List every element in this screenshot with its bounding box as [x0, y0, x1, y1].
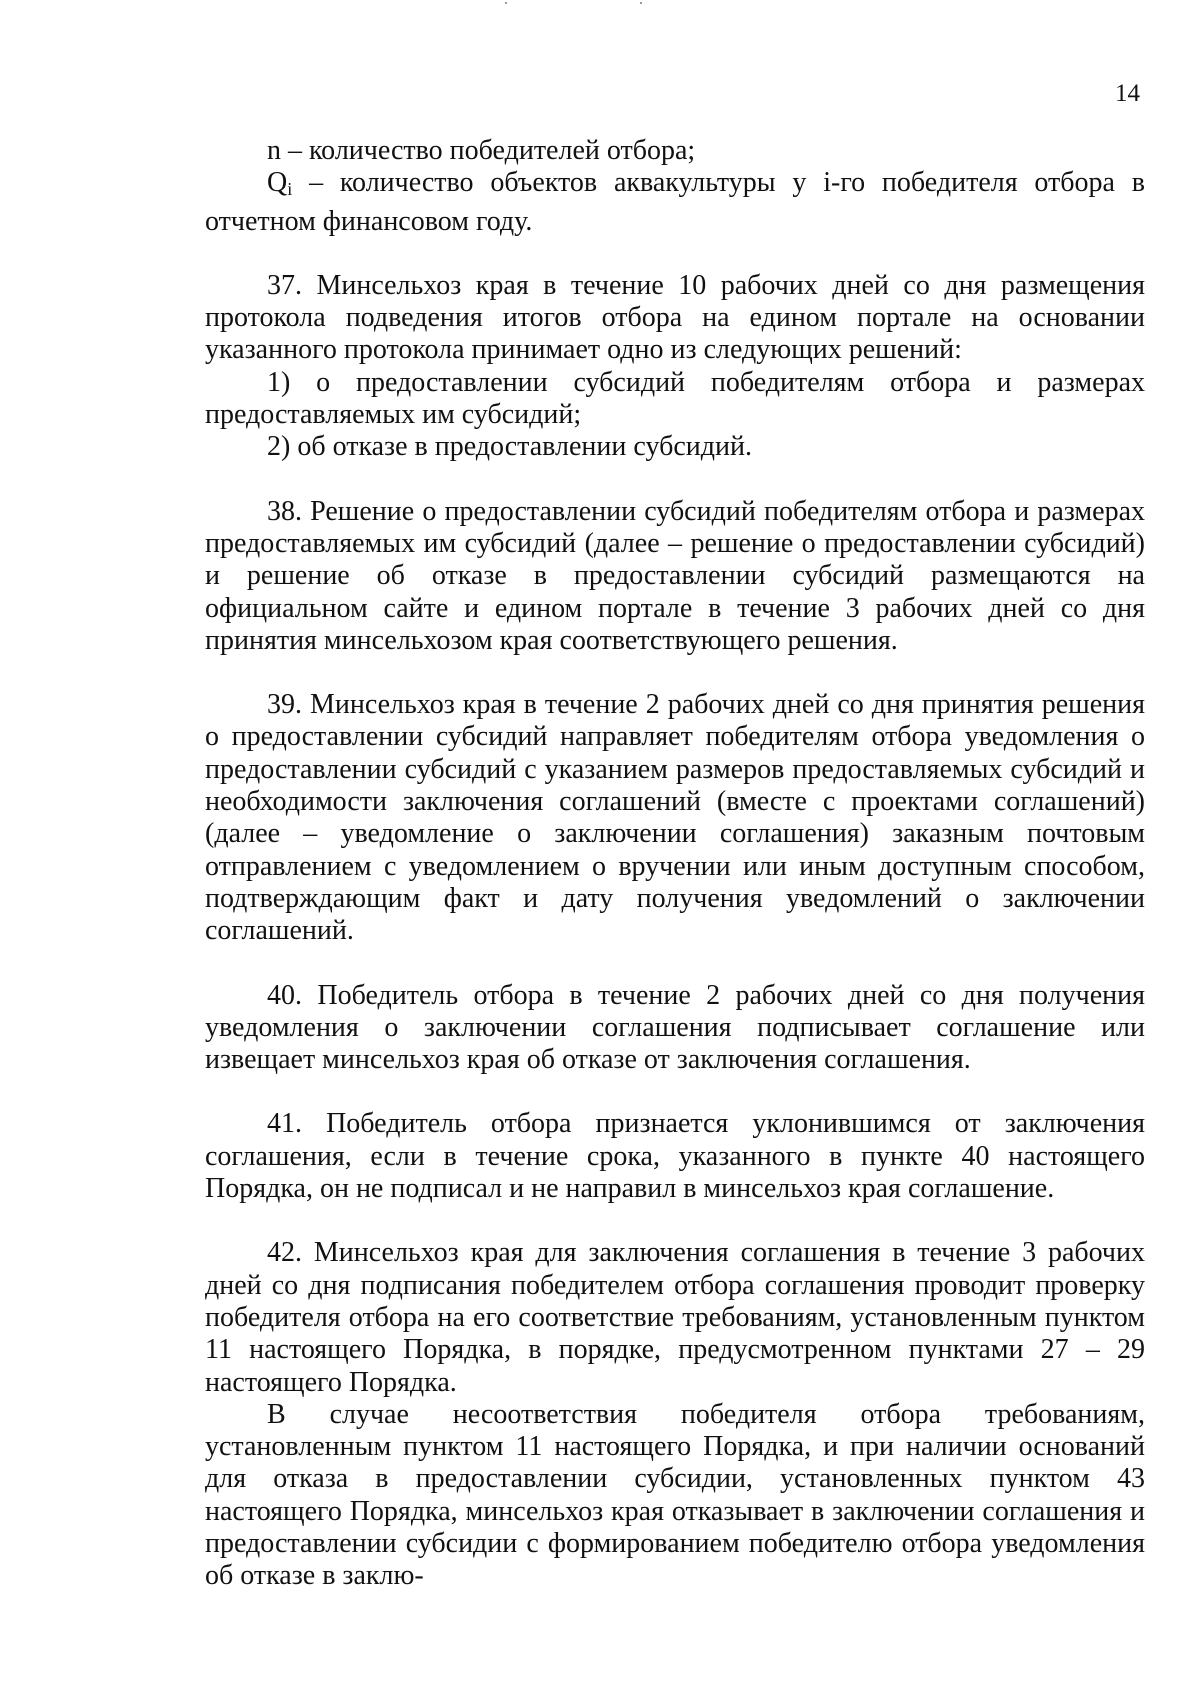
- qi-letter: Q: [267, 167, 288, 199]
- scan-artifact: [505, 2, 507, 4]
- paragraph-qi-definition: [205, 167, 1145, 238]
- paragraph-38: 38. Решение о предоставлении субсидий победителям отбора и размерах предоставляемых им субсидий (далее – решение о предоставлении субсидий) и решение об отказе в предоставлении субсидий размещаются на официальном сайте и едином портале в течение 3 рабочих дней со дня принятия минсельхозом края соответствующего решения.: [205, 495, 1145, 656]
- paragraph-42: 42. Минсельхоз края для заключения соглашения в течение 3 рабочих дней со дня подписания победителем отбора соглашения проводит проверку победителя отбора на его соответствие требованиям, установленным пунктом 11 настоящего Порядка, в порядке, предусмотренном пунктами 27 – 29 настоящего Порядка.: [205, 1237, 1145, 1398]
- qi-text: – количество объектов аквакультуры у i-го победителя отбора в отчетном финансовом году.: [205, 167, 1145, 237]
- paragraph-37: 37. Минсельхоз края в течение 10 рабочих дней со дня размещения протокола подведения итогов отбора на едином портале на основании указанного протокола принимает одно из следующих решений:: [205, 269, 1145, 366]
- qi-subscript: i: [287, 179, 293, 200]
- page-number: 14: [1115, 80, 1140, 107]
- paragraph-42-continuation: В случае несоответствия победителя отбора требованиям, установленным пунктом 11 настоящего Порядка, и при наличии оснований для отказа в предоставлении субсидии, установленных пунктом 43 настоящего Порядка, минсельхоз края отказывает в заключении соглашения и предоставлении субсидии с формированием победителю отбора уведомления об отказе в заклю-: [205, 1398, 1145, 1592]
- scan-artifact: [640, 2, 642, 4]
- paragraph-39: 39. Минсельхоз края в течение 2 рабочих дней со дня принятия решения о предоставлении субсидий направляет победителям отбора уведомления о предоставлении субсидий с указанием размеров предоставляемых субсидий и необходимости заключения соглашений (вместе с проектами соглашений) (далее – уведомление о заключении соглашения) заказным почтовым отправлением с уведомлением о вручении или иным доступным способом, подтверждающим факт и дату получения уведомлений о заключении соглашений.: [205, 689, 1145, 947]
- paragraph-40: 40. Победитель отбора в течение 2 рабочих дней со дня получения уведомления о заключении соглашения подписывает соглашение или извещает минсельхоз края об отказе от заключения соглашения.: [205, 979, 1145, 1076]
- paragraph-41: 41. Победитель отбора признается уклонившимся от заключения соглашения, если в течение срока, указанного в пункте 40 настоящего Порядка, он не подписал и не направил в минсельхоз края соглашение.: [205, 1108, 1145, 1205]
- document-body: [205, 135, 1145, 1593]
- paragraph-37-item-2: 2) об отказе в предоставлении субсидий.: [267, 431, 752, 463]
- paragraph-37-item-1: 1) о предоставлении субсидий победителям отбора и размерах предоставляемых им субсидий;: [205, 366, 1145, 431]
- paragraph-n-definition: n – количество победителей отбора;: [267, 135, 696, 166]
